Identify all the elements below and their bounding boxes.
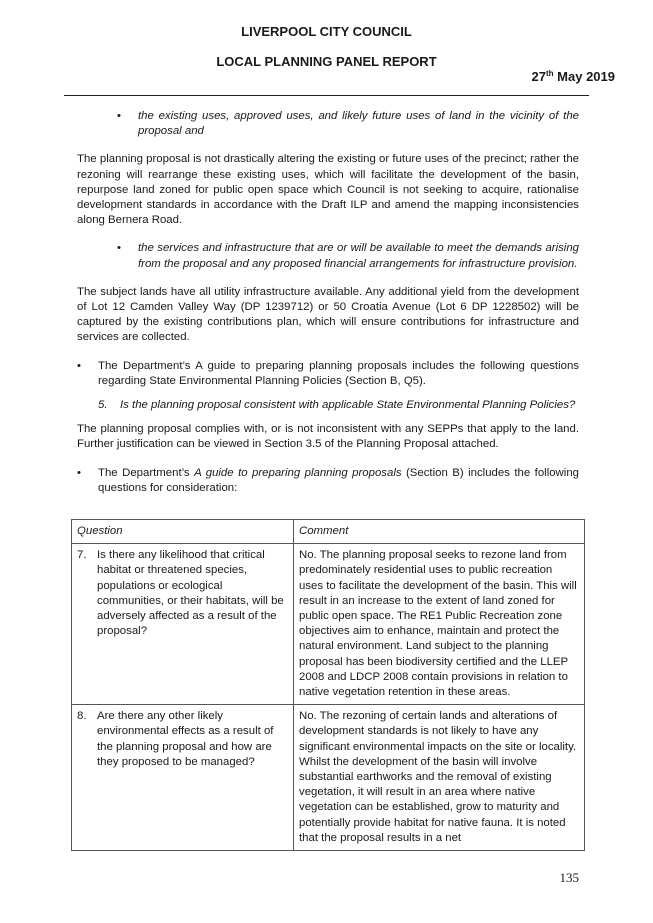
question-5: 5. Is the planning proposal consistent with applicable State Environmental Planning Policies? [98,399,576,412]
paragraph-infrastructure: The subject lands have all utility infrastructure available. Any additional yield from the development of Lot 12 Camden Valley Way (DP 1239712) or 50 Croatia Avenue (Lot 6 DP 1228502) will be captured by the existing contributions plan, which will ensure contributions for infrastructure and services are collected. [77,285,579,344]
column-header-comment: Comment [294,520,585,544]
bullet-icon: • [117,242,121,255]
criteria-bullet-services: • the services and infrastructure that are or will be available to meet the demands arising from the proposal and any proposed financial arrangements for infrastructure provision. [117,242,579,270]
council-heading: LIVERPOOL CITY COUNCIL [241,24,412,39]
paragraph-sepp: The planning proposal complies with, or is not inconsistent with any SEPPs that apply to the land. Further justification can be viewed in Section 3.5 of the Planning Proposal attached. [77,423,579,451]
table-header-row [72,520,585,544]
criteria-bullet-existing-uses: • the existing uses, approved uses, and likely future uses of land in the vicinity of the proposal and [117,110,579,138]
report-body [77,109,579,496]
bullet-icon: • [77,359,81,372]
bullet-sepp-questions: • The Department’s A guide to preparing planning proposals includes the following questions regarding State Environmental Planning Policies (Section B, Q5). [77,359,579,387]
report-date: 27th May 2019 [531,69,615,84]
paragraph-uses: The planning proposal is not drastically altering the existing or future uses of the precinct; rather the rezoning will rearrange these existing uses, which will facilitate the development of the basin, repurpose land zoned for public open space which Council is not seeking to acquire, rationalise development standards in accordance with the Draft ILP and amend the mapping inconsistencies along Bernera Road. [77,153,579,227]
bullet-icon: • [117,110,121,122]
header-divider [64,95,589,96]
question-cell: 8. Are there any other likely environmental effects as a result of the planning proposal and how are they proposed to be managed? [72,705,294,851]
questions-table [71,519,585,851]
table-row [72,705,585,851]
comment-cell: No. The planning proposal seeks to rezone land from predominately residential uses to public recreation uses to facilitate the development of the basin. This will result in an increase to the extent of land zoned for public open space. The RE1 Public Recreation zone objectives aim to enhance, maintain and protect the natural environment. Land subject to the planning proposal has been biodiversity certified and the LLEP 2008 and LDCP 2008 contain provisions in relation to native vegetation retention in these areas. [294,544,585,705]
report-heading: LOCAL PLANNING PANEL REPORT [216,54,437,69]
bullet-consideration-questions: • The Department’s A guide to preparing planning proposals (Section B) includes the following questions for consideration: [77,466,579,494]
table-row [72,544,585,705]
bullet-icon: • [77,466,81,479]
page-number: 135 [559,870,579,885]
column-header-question: Question [72,520,294,544]
comment-cell: No. The rezoning of certain lands and alterations of development standards is not likely to have any significant environmental impacts on the site or locality. Whilst the development of the basin will involve substantial earthworks and the removal of existing vegetation, it will result in an area where native vegetation can be established, grow to maturity and potentially provide habitat for native fauna. It is noted that the proposal results in a net [294,705,585,851]
question-cell: 7. Is there any likelihood that critical habitat or threatened species, populations or ecological communities, or their habitats, will be adversely affected as a result of the proposal? [72,544,294,705]
